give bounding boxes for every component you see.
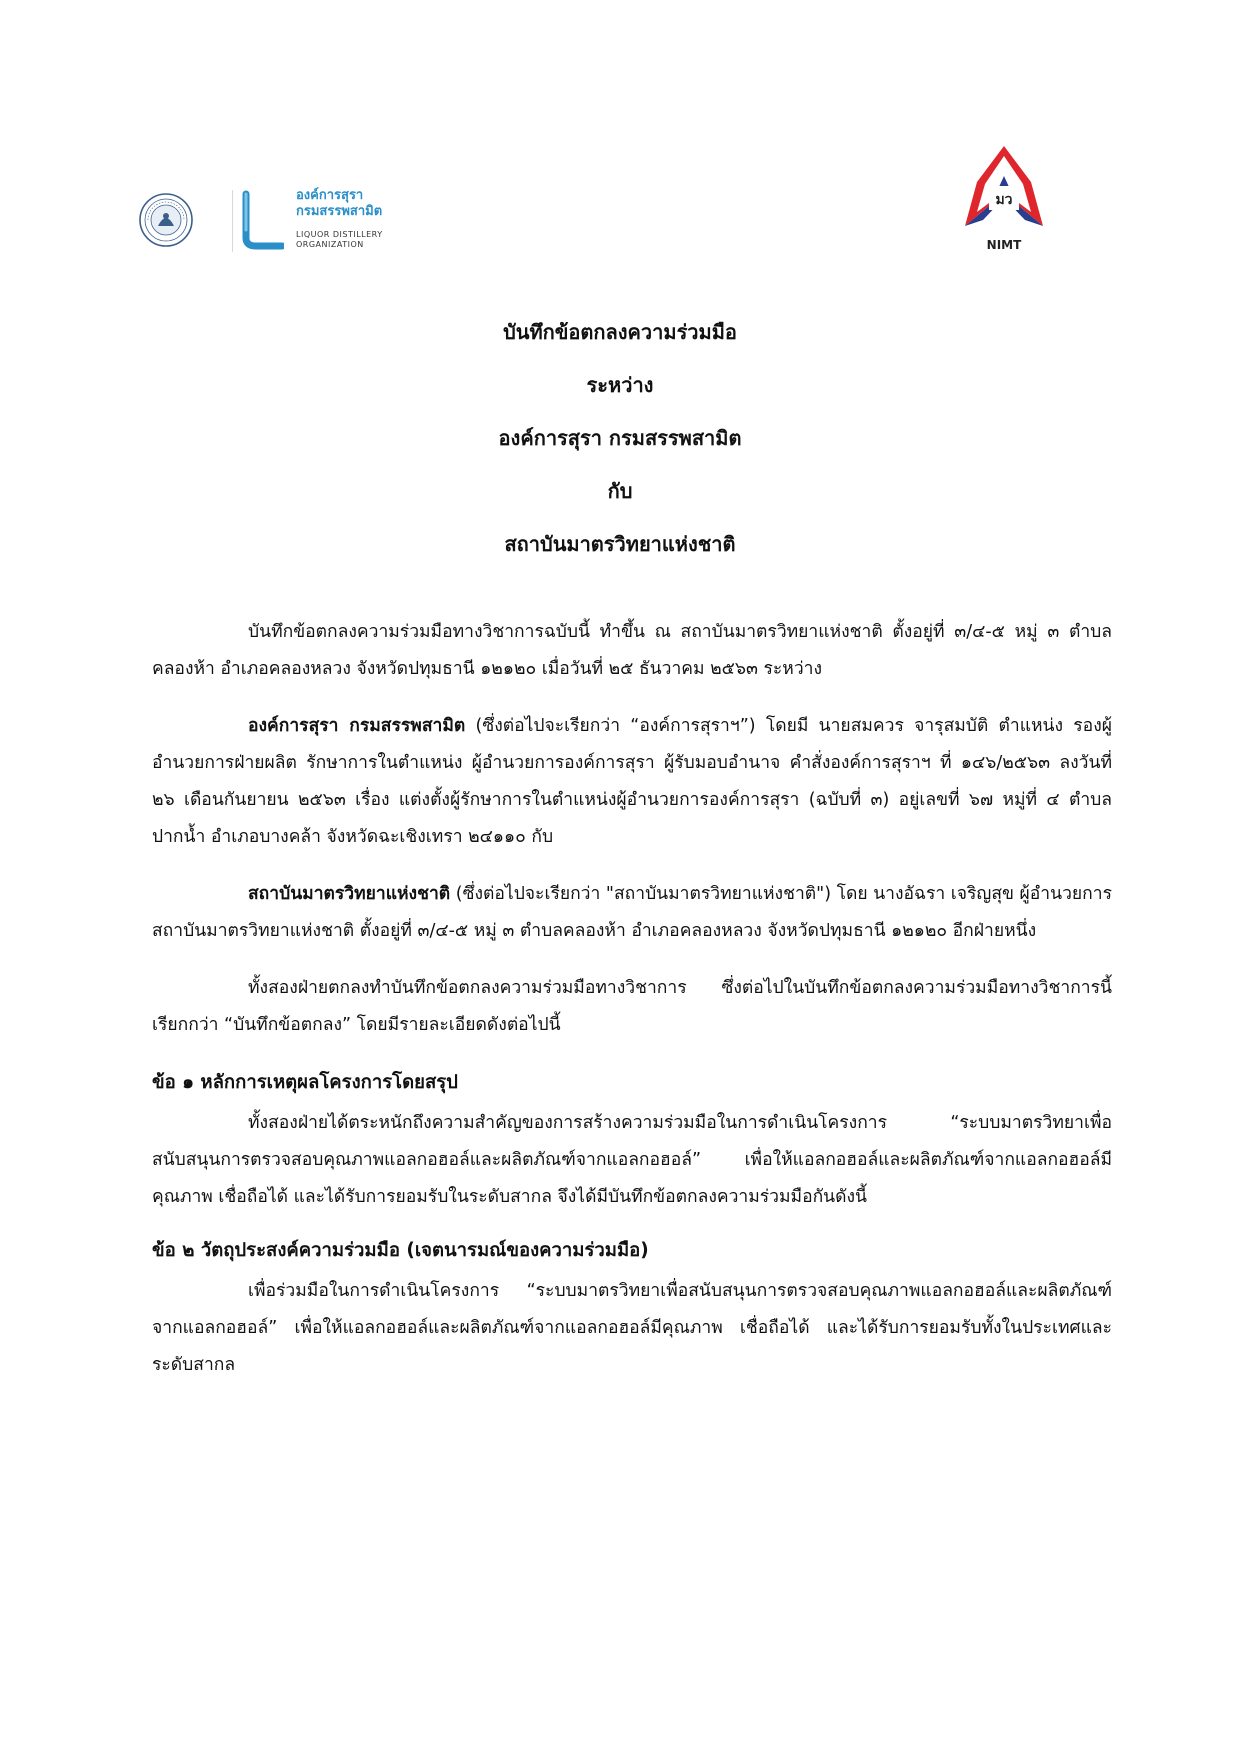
title-line-between: ระหว่าง: [586, 373, 654, 397]
clause1-paragraph: [152, 1105, 1112, 1216]
clause2-heading: ข้อ ๒ วัตถุประสงค์ความร่วมมือ (เจตนารมณ์ของความร่วมมือ): [152, 1240, 649, 1261]
liquor-distillery-logo: [138, 188, 408, 256]
nimt-label: NIMT: [986, 238, 1022, 252]
agreement-text: ทั้งสองฝ่ายตกลงทำบันทึกข้อตกลงความร่วมมือทางวิชาการ ซึ่งต่อไปในบันทึกข้อตกลงความร่วมมือทางวิชาการนี้ เรียกกว่า “บันทึกข้อตกลง” โดยมีรายละเอียดดังต่อไปนี้: [152, 978, 1112, 1035]
party2-paragraph: [152, 876, 1112, 950]
intro-paragraph: [152, 614, 1112, 688]
agreement-paragraph: [152, 970, 1112, 1044]
party1-paragraph: [152, 708, 1112, 856]
clause2-paragraph: [152, 1273, 1112, 1384]
party1-name: องค์การสุรา กรมสรรพสามิต: [248, 716, 466, 736]
clause1-heading: ข้อ ๑ หลักการเหตุผลโครงการโดยสรุป: [152, 1072, 458, 1093]
title-line-party2: สถาบันมาตรวิทยาแห่งชาติ: [504, 532, 736, 556]
document-body: [152, 614, 1112, 1400]
clause1-text: ทั้งสองฝ่ายได้ตระหนักถึงความสำคัญของการสร้างความร่วมมือในการดำเนินโครงการ “ระบบมาตรวิทยาเพื่อสนับสนุนการตรวจสอบคุณภาพแอลกอฮอล์และผลิตภัณฑ์จากแอลกอฮอล์” เพื่อให้แอลกอฮอล์และผลิตภัณฑ์จากแอลกอฮอล์มีคุณภาพ เชื่อถือได้ และได้รับการยอมรับในระดับสากล จึงได้มีบันทึกข้อตกลงความร่วมมือกันดังนี้: [152, 1113, 1112, 1207]
title-line-with: กับ: [607, 479, 633, 503]
intro-text: บันทึกข้อตกลงความร่วมมือทางวิชาการฉบับนี้ ทำขึ้น ณ สถาบันมาตรวิทยาแห่งชาติ ตั้งอยู่ที่ ๓/๔-๕ หมู่ ๓ ตำบลคลองห้า อำเภอคลองหลวง จังหวัดปทุมธานี ๑๒๑๒๐ เมื่อวันที่ ๒๕ ธันวาคม ๒๕๖๓ ระหว่าง: [152, 622, 1112, 679]
org-name-th-line2: กรมสรรพสามิต: [296, 204, 383, 219]
org-name-th-line1: องค์การสุรา: [296, 188, 364, 203]
org-name-en-line1: LIQUOR DISTILLERY: [296, 230, 383, 239]
liquor-organization-thai-name: [296, 188, 426, 220]
excise-department-seal-icon: [138, 192, 194, 248]
party2-name: สถาบันมาตรวิทยาแห่งชาติ: [248, 884, 451, 904]
clause2-text: เพื่อร่วมมือในการดำเนินโครงการ “ระบบมาตรวิทยาเพื่อสนับสนุนการตรวจสอบคุณภาพแอลกอฮอล์และผลิตภัณฑ์จากแอลกอฮอล์” เพื่อให้แอลกอฮอล์และผลิตภัณฑ์จากแอลกอฮอล์มีคุณภาพ เชื่อถือได้ และได้รับการยอมรับทั้งในประเทศและระดับสากล: [152, 1281, 1112, 1375]
liquor-organization-english-name: [296, 230, 426, 250]
nimt-initials: มว: [995, 192, 1013, 208]
title-line-mou: บันทึกข้อตกลงความร่วมมือ: [503, 320, 737, 344]
document-title: [0, 306, 1240, 571]
party2-text: (ซึ่งต่อไปจะเรียกว่า "สถาบันมาตรวิทยาแห่งชาติ") โดย นางอัฉรา เจริญสุข ผู้อำนวยการสถาบันมาตรวิทยาแห่งชาติ ตั้งอยู่ที่ ๓/๔-๕ หมู่ ๓ ตำบลคลองห้า อำเภอคลองหลวง จังหวัดปทุมธานี ๑๒๑๒๐ อีกฝ่ายหนึ่ง: [152, 884, 1112, 941]
nimt-logo: [955, 142, 1053, 256]
party1-text: (ซึ่งต่อไปจะเรียกว่า “องค์การสุราฯ”) โดยมี นายสมควร จารุสมบัติ ตำแหน่ง รองผู้อำนวยการฝ่ายผลิต รักษาการในตำแหน่ง ผู้อำนวยการองค์การสุรา ผู้รับมอบอำนาจ คำสั่งองค์การสุราฯ ที่ ๑๔๖/๒๕๖๓ ลงวันที่ ๒๖ เดือนกันยายน ๒๕๖๓ เรื่อง แต่งตั้งผู้รักษาการในตำแหน่งผู้อำนวยการองค์การสุรา (ฉบับที่ ๓) อยู่เลขที่ ๖๗ หมู่ที่ ๔ ตำบลปากน้ำ อำเภอบางคล้า จังหวัดฉะเชิงเทรา ๒๔๑๑๐ กับ: [152, 716, 1112, 847]
org-name-en-line2: ORGANIZATION: [296, 240, 364, 249]
liquor-organization-l-mark-icon: [232, 190, 284, 252]
nimt-emblem-icon: [955, 142, 1053, 238]
title-line-party1: องค์การสุรา กรมสรรพสามิต: [498, 426, 742, 450]
